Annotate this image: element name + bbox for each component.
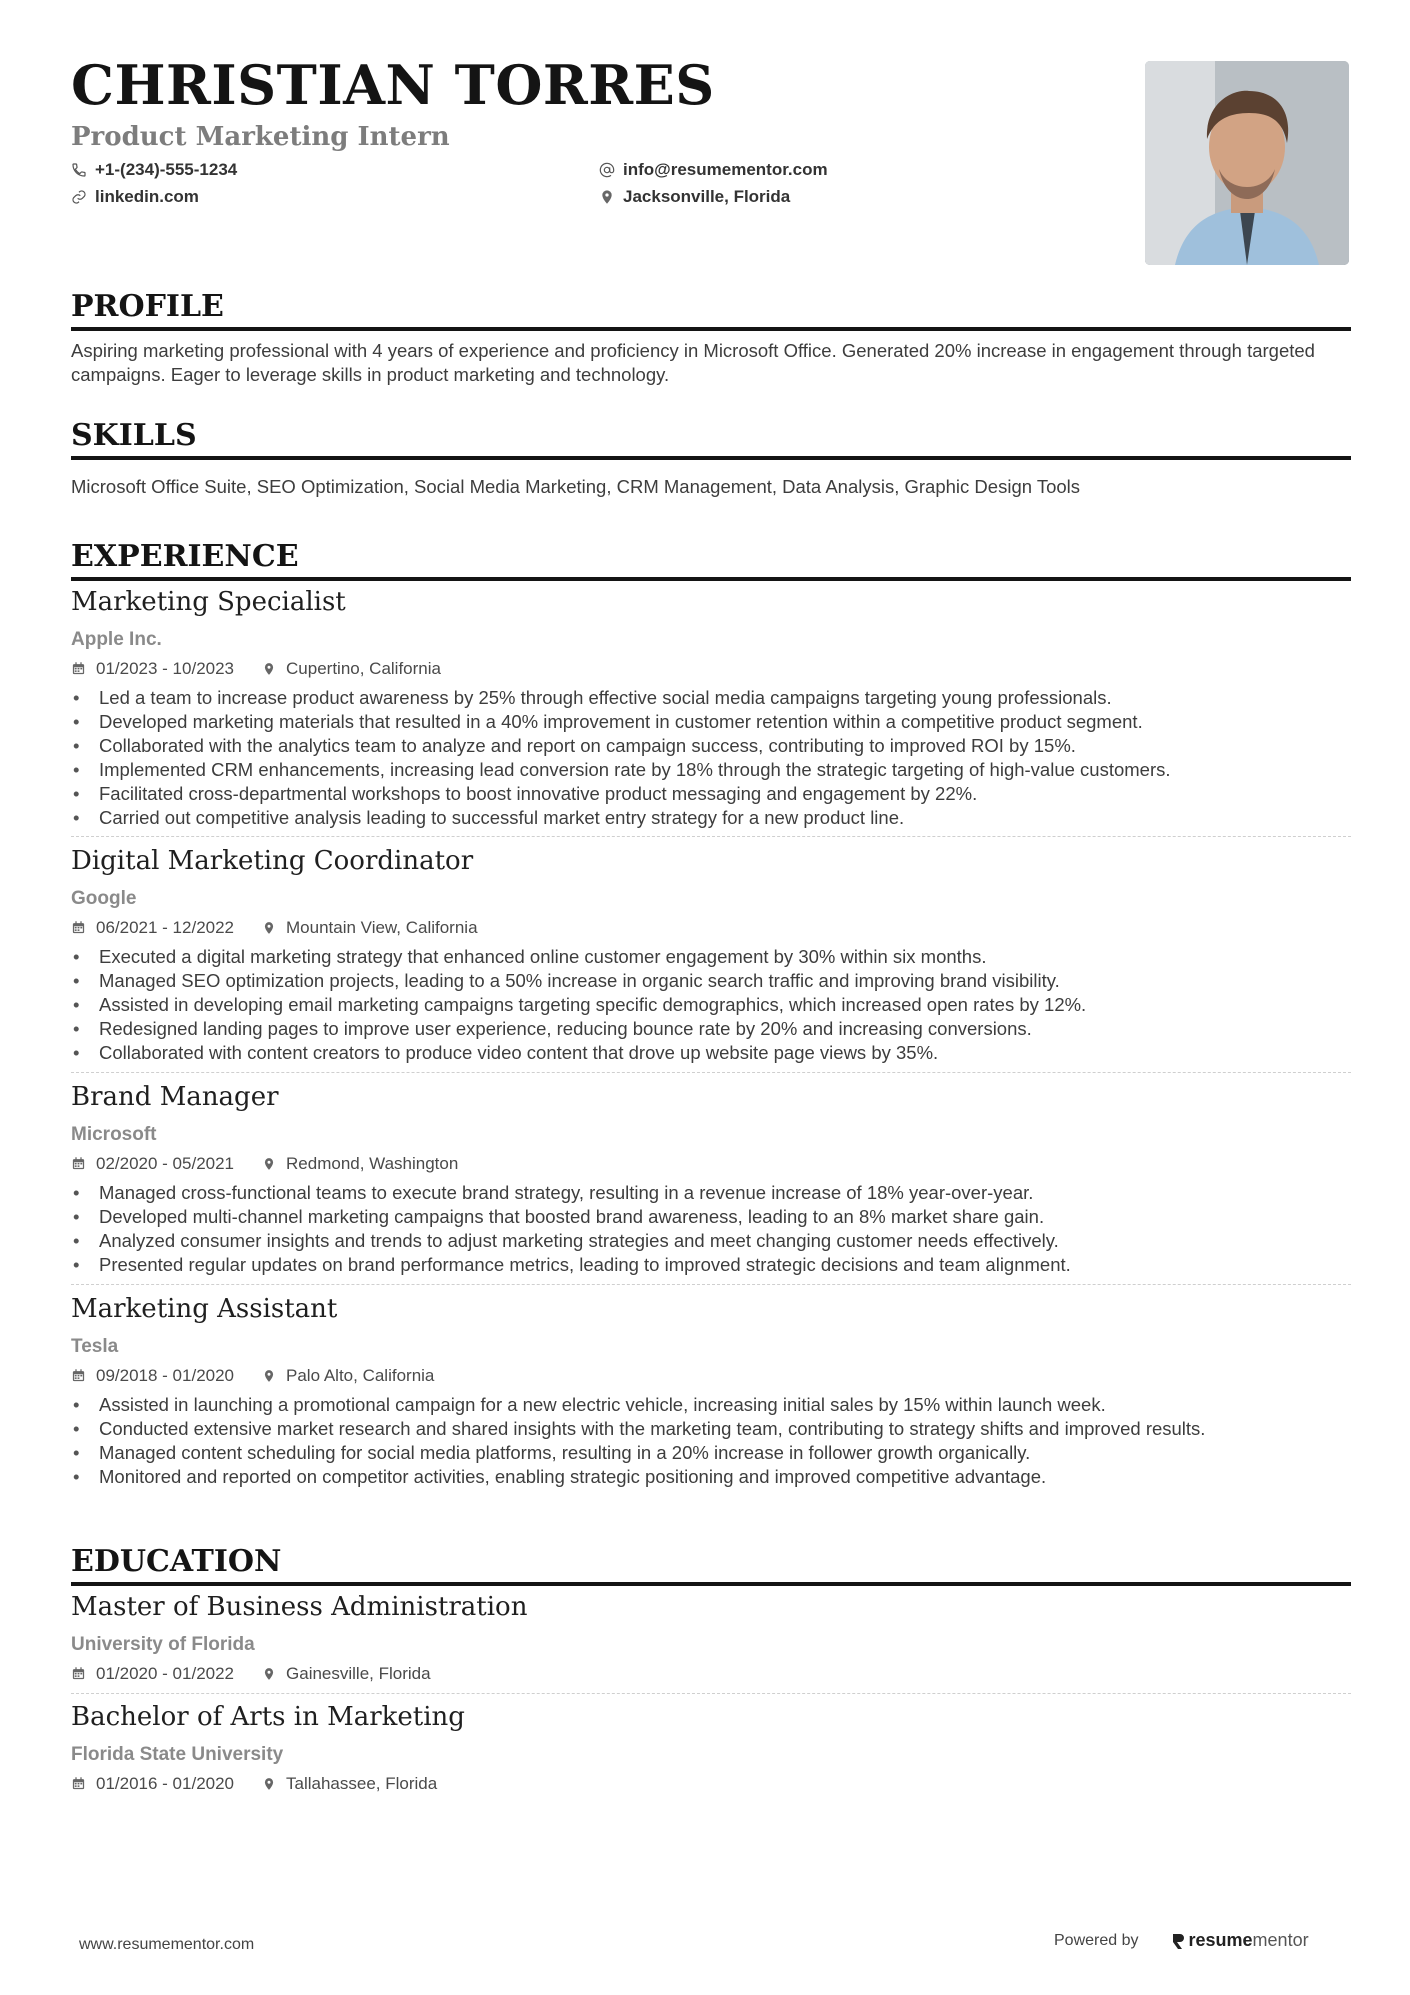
list-item: • Managed SEO optimization projects, leading to a 50% increase in organic search traffic and improving brand visibility.: [71, 969, 1351, 993]
list-item: • Managed content scheduling for social media platforms, resulting in a 20% increase in follower growth organically.: [71, 1441, 1351, 1465]
job-meta: [71, 1155, 458, 1172]
calendar-icon: [71, 1368, 86, 1383]
map-pin-icon: [262, 1776, 276, 1792]
calendar-icon: [71, 920, 86, 935]
list-item: • Implemented CRM enhancements, increasing lead conversion rate by 18% through the strategic targeting of high-value customers.: [71, 758, 1351, 782]
education-meta: [71, 1665, 431, 1682]
map-pin-icon: [262, 920, 276, 936]
map-pin-icon: [262, 1666, 276, 1682]
job-meta: [71, 660, 441, 677]
job-location-text: Mountain View, California: [286, 918, 478, 937]
list-item: • Developed marketing materials that resulted in a 40% improvement in customer retention within a competitive product segment.: [71, 710, 1351, 734]
job-dates: 09/2018 - 01/2020: [96, 1366, 235, 1385]
list-item: • Developed multi-channel marketing campaigns that boosted brand awareness, leading to an 8% market share gain.: [71, 1205, 1351, 1229]
link-icon: [71, 189, 87, 205]
map-pin-icon: [599, 189, 615, 205]
company-name: Apple Inc.: [71, 629, 162, 650]
job-divider: [71, 1284, 1351, 1285]
skills-text: Microsoft Office Suite, SEO Optimization, Social Media Marketing, CRM Management, Data Analysis, Graphic Design Tools: [71, 476, 1081, 497]
linkedin-text: linkedin.com: [95, 187, 199, 206]
profile-photo: [1145, 61, 1349, 265]
education-location: [262, 1665, 431, 1682]
list-item: • Conducted extensive market research and shared insights with the marketing team, contributing to strategy shifts and improved results.: [71, 1417, 1351, 1441]
list-item: • Analyzed consumer insights and trends to adjust marketing strategies and meet changing customer needs effectively.: [71, 1229, 1351, 1253]
location-text: Jacksonville, Florida: [623, 187, 791, 206]
job-location: [262, 1155, 458, 1172]
list-item: • Redesigned landing pages to improve user experience, reducing bounce rate by 20% and increasing conversions.: [71, 1017, 1351, 1041]
job-dates: 01/2023 - 10/2023: [96, 659, 235, 678]
education-dates: 01/2016 - 01/2020: [96, 1774, 235, 1793]
list-item: • Collaborated with the analytics team to analyze and report on campaign success, contributing to improved ROI by 15%.: [71, 734, 1351, 758]
education-location: [262, 1775, 437, 1792]
candidate-role: Product Marketing Intern: [71, 122, 450, 152]
calendar-icon: [71, 1666, 86, 1681]
list-item: • Collaborated with content creators to produce video content that drove up website page views by 35%.: [71, 1041, 1351, 1065]
section-education-title: EDUCATION: [71, 1547, 1351, 1586]
list-item: • Facilitated cross-departmental workshops to boost innovative product messaging and engagement by 22%.: [71, 782, 1351, 806]
education-divider: [71, 1693, 1351, 1694]
education-location-text: Tallahassee, Florida: [286, 1774, 438, 1793]
contact-phone: [71, 161, 237, 178]
section-experience-title: EXPERIENCE: [71, 542, 1351, 581]
map-pin-icon: [262, 1368, 276, 1384]
list-item: • Assisted in developing email marketing campaigns targeting specific demographics, which increased open rates by 12%.: [71, 993, 1351, 1017]
calendar-icon: [71, 1156, 86, 1171]
job-meta: [71, 919, 478, 936]
job-title: Digital Marketing Coordinator: [71, 846, 474, 876]
school-name: University of Florida: [71, 1634, 255, 1655]
contact-location: [599, 188, 790, 205]
resumementor-logo-icon: [1171, 1932, 1185, 1950]
company-name: Tesla: [71, 1336, 119, 1357]
education-meta: [71, 1775, 437, 1792]
email-text: info@resumementor.com: [623, 160, 828, 179]
job-location-text: Redmond, Washington: [286, 1154, 459, 1173]
powered-by-label: Powered by: [1054, 1931, 1139, 1949]
job-location: [262, 660, 441, 677]
list-item: • Carried out competitive analysis leading to successful market entry strategy for a new product line.: [71, 806, 1351, 830]
company-name: Google: [71, 888, 137, 909]
job-divider: [71, 1072, 1351, 1073]
person-silhouette-icon: [1145, 61, 1349, 265]
job-location-text: Palo Alto, California: [286, 1366, 435, 1385]
list-item: • Led a team to increase product awareness by 25% through effective social media campaigns targeting young professionals.: [71, 686, 1351, 710]
section-skills-title: SKILLS: [71, 421, 1351, 460]
job-location: [262, 1367, 434, 1384]
job-bullets: [71, 1181, 1351, 1277]
school-name: Florida State University: [71, 1744, 284, 1765]
job-bullets: [71, 1393, 1351, 1489]
phone-icon: [71, 162, 87, 178]
job-title: Marketing Specialist: [71, 587, 346, 617]
job-title: Marketing Assistant: [71, 1294, 338, 1324]
profile-text: Aspiring marketing professional with 4 years of experience and proficiency in Microsoft Office. Generated 20% increase in engagement through targeted campaigns. Eager to leverage skills in product marketing and technology.: [71, 340, 1315, 385]
contact-linkedin: [71, 188, 199, 205]
company-name: Microsoft: [71, 1124, 157, 1145]
footer-website-link[interactable]: www.resumementor.com: [79, 1936, 255, 1953]
candidate-name: CHRISTIAN TORRES: [71, 53, 715, 117]
phone-text: +1-(234)-555-1234: [95, 160, 238, 179]
list-item: • Monitored and reported on competitor activities, enabling strategic positioning and improved competitive advantage.: [71, 1465, 1351, 1489]
job-meta: [71, 1367, 434, 1384]
job-title: Brand Manager: [71, 1082, 279, 1112]
list-item: • Assisted in launching a promotional campaign for a new electric vehicle, increasing initial sales by 15% within launch week.: [71, 1393, 1351, 1417]
brand-logo[interactable]: [1171, 1930, 1309, 1951]
calendar-icon: [71, 1776, 86, 1791]
contact-email: [599, 161, 828, 178]
job-divider: [71, 836, 1351, 837]
degree-title: Master of Business Administration: [71, 1592, 528, 1622]
list-item: • Executed a digital marketing strategy that enhanced online customer engagement by 30% within six months.: [71, 945, 1351, 969]
job-location-text: Cupertino, California: [286, 659, 441, 678]
list-item: • Presented regular updates on brand performance metrics, leading to improved strategic decisions and team alignment.: [71, 1253, 1351, 1277]
brand-part-a: resume: [1188, 1930, 1253, 1950]
job-location: [262, 919, 478, 936]
job-bullets: [71, 945, 1351, 1065]
list-item: • Managed cross-functional teams to execute brand strategy, resulting in a revenue increase of 18% year-over-year.: [71, 1181, 1351, 1205]
map-pin-icon: [262, 661, 276, 677]
section-profile-title: PROFILE: [71, 292, 1351, 331]
job-dates: 06/2021 - 12/2022: [96, 918, 235, 937]
job-bullets: [71, 686, 1351, 830]
degree-title: Bachelor of Arts in Marketing: [71, 1702, 465, 1732]
at-icon: [599, 162, 615, 178]
job-dates: 02/2020 - 05/2021: [96, 1154, 235, 1173]
map-pin-icon: [262, 1156, 276, 1172]
calendar-icon: [71, 661, 86, 676]
education-location-text: Gainesville, Florida: [286, 1664, 431, 1683]
education-dates: 01/2020 - 01/2022: [96, 1664, 235, 1683]
footer-powered-by: [1054, 1930, 1309, 1951]
brand-part-b: mentor: [1252, 1930, 1309, 1950]
